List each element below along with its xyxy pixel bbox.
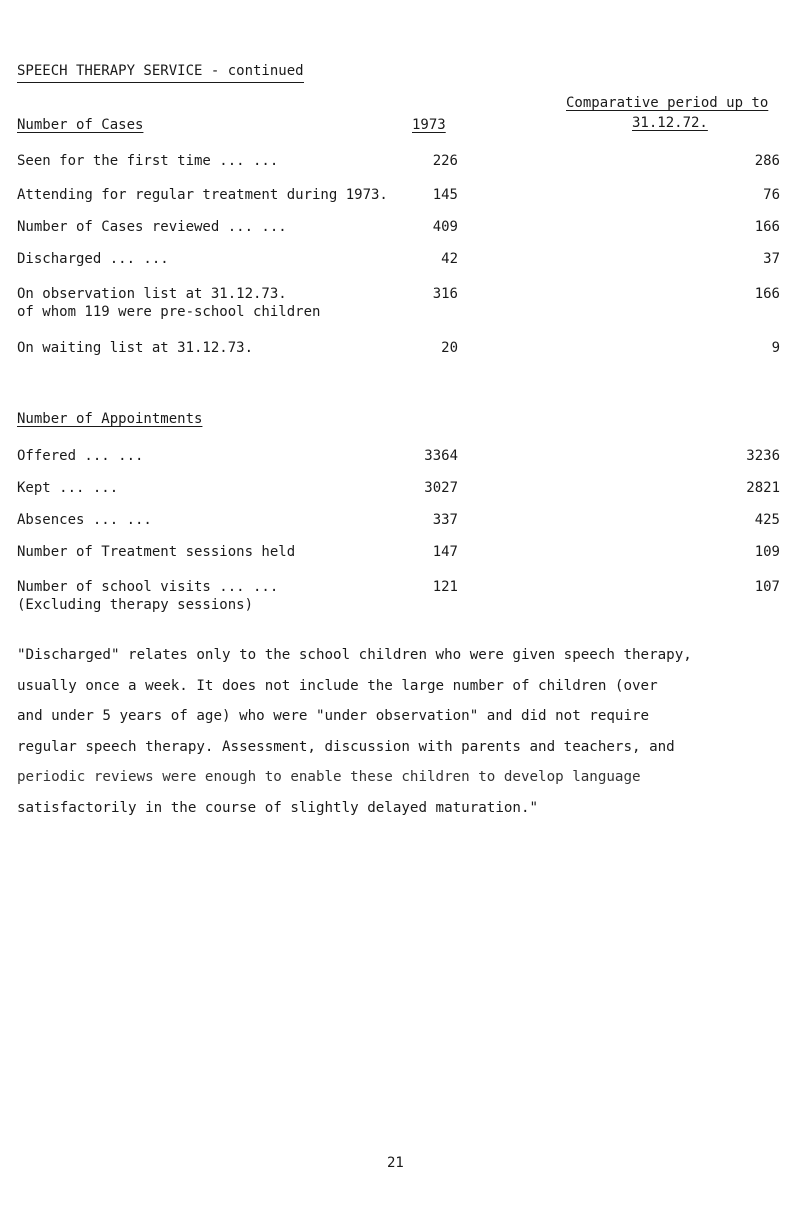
- table-row: [0, 286, 800, 320]
- row-label: Discharged ... ...: [17, 251, 169, 267]
- table-row: [0, 219, 800, 239]
- note-line: "Discharged" relates only to the school children who were given speech therapy,: [17, 647, 692, 663]
- note-line: regular speech therapy. Assessment, discussion with parents and teachers, and: [17, 738, 675, 755]
- note-line: usually once a week. It does not include the large number of children (over: [17, 677, 658, 694]
- value-comparative: 109: [754, 544, 780, 560]
- discharged-note: [17, 640, 797, 823]
- cases-section-header: Number of Cases: [17, 117, 144, 133]
- value-comparative: 2821: [746, 480, 780, 496]
- row-label: Seen for the first time ... ...: [17, 153, 279, 169]
- note-line: and under 5 years of age) who were "under observation" and did not require: [17, 708, 650, 724]
- note-line: periodic reviews were enough to enable these children to develop language: [17, 769, 641, 785]
- value-1973: 409: [432, 219, 458, 235]
- value-1973: 20: [441, 340, 458, 356]
- value-1973: 226: [432, 153, 458, 169]
- value-1973: 121: [432, 579, 458, 595]
- column-header-comparative-date: 31.12.72.: [632, 115, 708, 131]
- value-comparative: 166: [754, 286, 780, 302]
- appointments-section-header: Number of Appointments: [17, 411, 203, 427]
- value-1973: 42: [441, 251, 458, 267]
- page-heading: [17, 63, 304, 79]
- table-row: [0, 340, 800, 360]
- row-label: Offered ... ...: [17, 448, 144, 464]
- value-1973: 337: [432, 512, 458, 528]
- table-row: [0, 512, 800, 532]
- row-label: Number of Treatment sessions held: [17, 544, 296, 560]
- table-row: [0, 544, 800, 564]
- value-comparative: 3236: [746, 448, 780, 464]
- value-comparative: 166: [754, 219, 780, 235]
- column-header-1973: 1973: [412, 117, 446, 133]
- table-row: [0, 251, 800, 271]
- row-sub-label: (Excluding therapy sessions): [17, 597, 254, 613]
- page-number: 21: [387, 1155, 404, 1171]
- value-1973: 145: [432, 187, 458, 203]
- note-line: satisfactorily in the course of slightly delayed maturation.": [17, 799, 539, 816]
- row-label: Absences ... ...: [17, 512, 152, 528]
- value-comparative: 286: [754, 153, 780, 169]
- value-1973: 3027: [424, 480, 458, 496]
- table-row: [0, 448, 800, 468]
- row-label: Number of Cases reviewed ... ...: [17, 219, 287, 235]
- value-1973: 3364: [424, 448, 458, 464]
- table-row: [0, 153, 800, 173]
- value-comparative: 76: [763, 187, 780, 203]
- page-heading-text: SPEECH THERAPY SERVICE - continued: [17, 63, 304, 79]
- row-label: Kept ... ...: [17, 480, 119, 496]
- row-label: On waiting list at 31.12.73.: [17, 340, 254, 356]
- column-header-comparative: Comparative period up to: [566, 95, 769, 111]
- table-row: [0, 187, 800, 207]
- page-heading-rule: [17, 82, 304, 83]
- value-comparative: 37: [763, 251, 780, 267]
- row-label: On observation list at 31.12.73.: [17, 286, 287, 302]
- row-label: Number of school visits ... ...: [17, 579, 279, 595]
- value-comparative: 9: [771, 340, 780, 356]
- row-sub-label: of whom 119 were pre-school children: [17, 304, 321, 320]
- value-comparative: 107: [754, 579, 780, 595]
- table-row: [0, 480, 800, 500]
- value-1973: 316: [432, 286, 458, 302]
- table-row: [0, 579, 800, 613]
- row-label: Attending for regular treatment during 1973.: [17, 187, 388, 203]
- value-1973: 147: [432, 544, 458, 560]
- value-comparative: 425: [754, 512, 780, 528]
